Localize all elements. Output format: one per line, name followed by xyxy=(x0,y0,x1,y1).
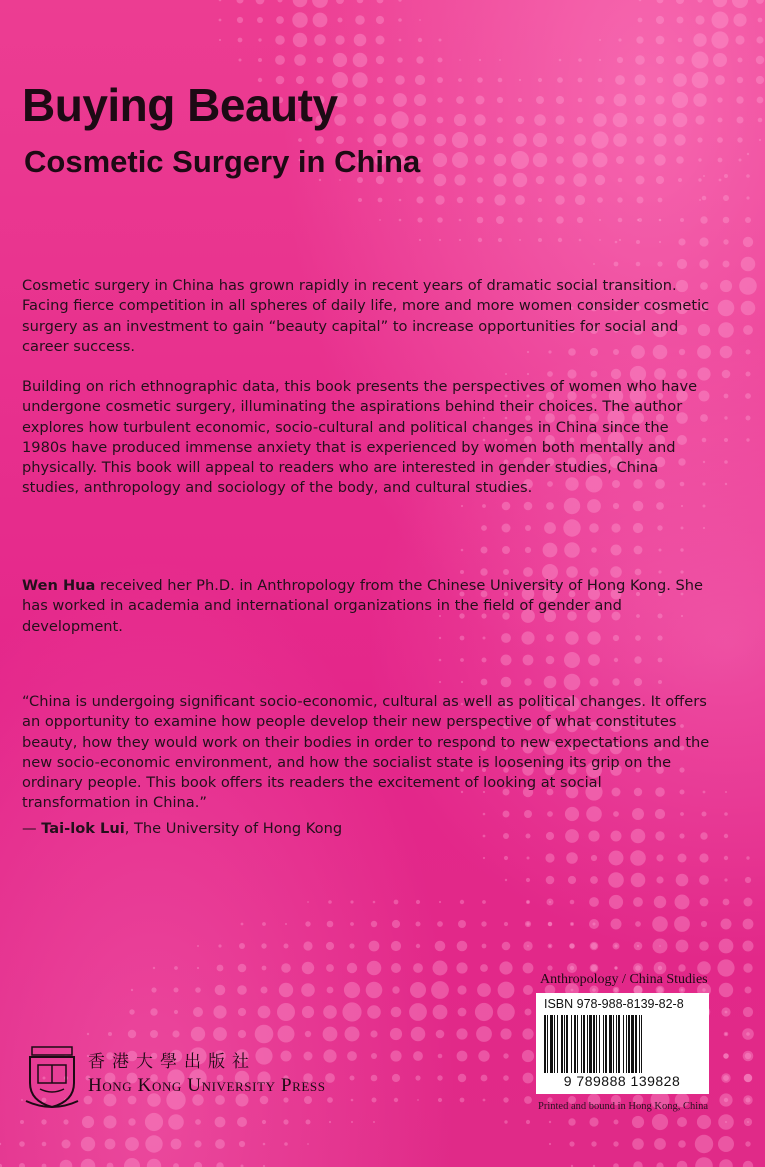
author-name: Wen Hua xyxy=(22,577,96,594)
author-bio-text: received her Ph.D. in Anthropology from the Chinese University of Hong Kong. She has worked in academia and international organizations in the field of gender and development. xyxy=(22,577,704,635)
hku-crest-icon xyxy=(24,1045,80,1111)
endorsement-attribution xyxy=(22,820,342,837)
publisher-name-chinese: 香港大學出版社 xyxy=(88,1052,256,1072)
blurb-paragraph-2: Building on rich ethnographic data, this book presents the perspectives of women who have undergone cosmetic surgery, illuminating the aspirations behind their choices. The author explores how turbulent economic, socio-cultural and political changes in China since the 1980s have produced immense anxiety that is experienced by women both mentally and physically. This book will appeal to readers who are interested in gender studies, China studies, anthropology and sociology of the body, and cultural studies. xyxy=(22,378,698,497)
barcode-digits: 9 789888 139828 xyxy=(542,1073,702,1089)
endorser-name: Tai-lok Lui xyxy=(41,820,125,837)
endorsement-quote: “China is undergoing significant socio-economic, cultural as well as political changes. It offers an opportunity to examine how people develop their new perspective of what constitutes beauty, how they would work on their bodies in order to respond to new expectations and the new socio-economic environment, and how the socialist state is loosening its grip on the ordinary people. This book offers its readers the excitement of looking at social transformation in China.” xyxy=(22,693,710,812)
publisher-name-english: Hong Kong University Press xyxy=(88,1075,326,1096)
attribution-dash: — xyxy=(22,820,42,837)
printed-note: Printed and bound in Hong Kong, China xyxy=(538,1101,709,1112)
book-title: Buying Beauty xyxy=(22,79,338,131)
blurb-paragraph-1: Cosmetic surgery in China has grown rapidly in recent years of dramatic social transition. Facing fierce competition in all spheres of daily life, more and more women consider cosmetic surgery as an investment to gain “beauty capital” to increase opportunities for social and career success. xyxy=(22,277,710,355)
author-bio xyxy=(22,576,712,637)
endorser-affiliation: , The University of Hong Kong xyxy=(124,820,343,837)
isbn-barcode-box xyxy=(536,993,709,1094)
subject-category: Anthropology / China Studies xyxy=(540,972,708,987)
barcode xyxy=(542,1015,702,1077)
book-subtitle: Cosmetic Surgery in China xyxy=(24,144,421,179)
isbn-label: ISBN 978-988-8139-82-8 xyxy=(544,997,684,1011)
